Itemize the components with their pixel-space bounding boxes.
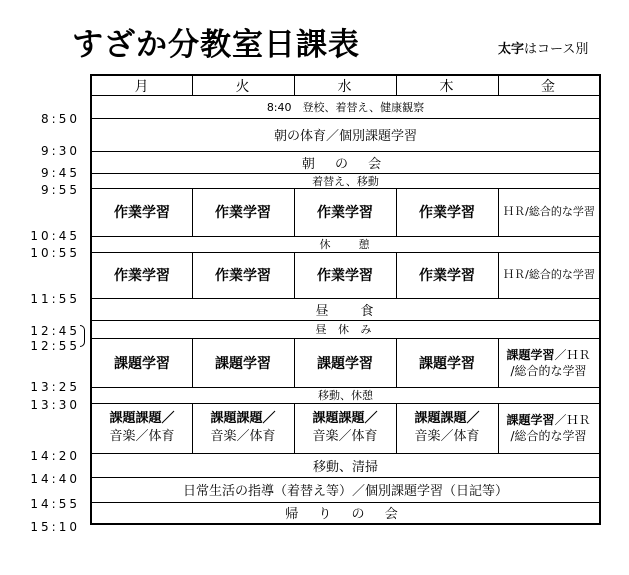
move-rest-row: 移動、休憩 [318, 389, 373, 402]
closing-row: 帰 り の 会 [285, 507, 406, 522]
task-study-cell: 課題学習 [317, 355, 373, 372]
music-pe-label: 音楽／体育 [312, 429, 378, 444]
fri-task-hr-line1 [506, 347, 590, 363]
time-label: 15:10 [30, 520, 80, 534]
legend-bold: 太字 [498, 42, 525, 57]
lunch-break-bracket [80, 325, 85, 347]
work-study-cell: 作業学習 [317, 268, 373, 284]
arrival-row: 8:40 登校、着替え、健康観察 [266, 100, 425, 114]
fri-task-hr-cell [498, 403, 599, 453]
task-music-cell [192, 403, 294, 453]
fri-task-hr-cell [498, 338, 599, 387]
time-label: 9:45 [41, 166, 80, 180]
lunch-break-row: 昼 休 み [315, 323, 376, 336]
day-header-thu: 木 [439, 78, 455, 95]
day-header-mon: 月 [134, 78, 150, 95]
fri-task-bold: 課題学習 [506, 347, 555, 362]
rest-row: 休 憩 [319, 238, 372, 251]
fri-task-bold: 課題学習 [506, 413, 555, 427]
task-music-cell [396, 403, 498, 453]
work-study-cell: 作業学習 [114, 205, 170, 221]
fri-task-rest: ／ＨＲ [554, 347, 591, 362]
task-study-cell: 課題学習 [114, 355, 170, 372]
work-study-cell: 作業学習 [215, 205, 271, 221]
time-label: 14:55 [30, 497, 80, 511]
col-divider [498, 252, 499, 298]
legend-note [498, 38, 588, 57]
work-study-cell: 作業学習 [419, 268, 475, 284]
music-pe-label: 音楽／体育 [414, 429, 480, 444]
hr-general-cell: ＨＲ/総合的な学習 [503, 268, 595, 281]
time-label: 13:25 [30, 380, 80, 394]
task-music-cell [294, 403, 396, 453]
time-label: 13:30 [30, 398, 80, 412]
day-header-tue: 火 [235, 78, 251, 95]
work-study-cell: 作業学習 [317, 205, 373, 221]
work-study-cell: 作業学習 [114, 268, 170, 284]
time-label: 14:20 [30, 449, 80, 463]
time-label: 11:55 [30, 292, 80, 306]
morning-meeting-row: 朝 の 会 [301, 156, 390, 172]
morning-pe-row: 朝の体育／個別課題学習 [273, 129, 417, 144]
time-label: 14:40 [30, 472, 80, 486]
task-music-cell [92, 403, 192, 453]
work-study-cell: 作業学習 [419, 205, 475, 221]
time-label: 10:55 [30, 246, 80, 260]
time-label: 12:45 [30, 324, 80, 338]
work-study-cell: 作業学習 [215, 268, 271, 284]
time-label: 9:30 [41, 144, 80, 158]
col-divider [498, 188, 499, 236]
fri-task-rest: ／ＨＲ [554, 413, 591, 427]
day-header-fri: 金 [541, 78, 556, 95]
task-study-cell: 課題学習 [215, 355, 271, 372]
move-clean-row: 移動、清掃 [312, 459, 378, 475]
task-task-label: 課題課題／ [414, 411, 480, 426]
fri-task-hr-line2: /総合的な学習 [510, 363, 587, 378]
time-label: 12:55 [30, 339, 80, 353]
day-header-wed: 水 [337, 78, 353, 95]
task-study-cell: 課題学習 [419, 355, 475, 372]
music-pe-label: 音楽／体育 [210, 429, 276, 444]
task-task-label: 課題課題／ [312, 411, 378, 426]
hr-general-cell: ＨＲ/総合的な学習 [503, 205, 595, 218]
task-task-label: 課題課題／ [109, 411, 175, 426]
task-task-label: 課題課題／ [210, 411, 276, 426]
legend-rest: はコース別 [524, 42, 589, 57]
timetable [90, 74, 601, 525]
time-label: 10:45 [30, 229, 80, 243]
daily-life-row: 日常生活の指導（着替え等）／個別課題学習（日記等） [182, 484, 508, 499]
page-title: すざか分教室日課表 [72, 27, 360, 63]
fri-task-hr-line2: /総合的な学習 [510, 429, 587, 443]
music-pe-label: 音楽／体育 [109, 429, 175, 444]
time-label: 9:55 [41, 183, 80, 197]
time-label: 8:50 [41, 112, 80, 126]
fri-task-hr-line1 [506, 412, 590, 428]
lunch-row: 昼 食 [315, 303, 376, 319]
change-move-row: 着替え、移動 [312, 174, 379, 188]
